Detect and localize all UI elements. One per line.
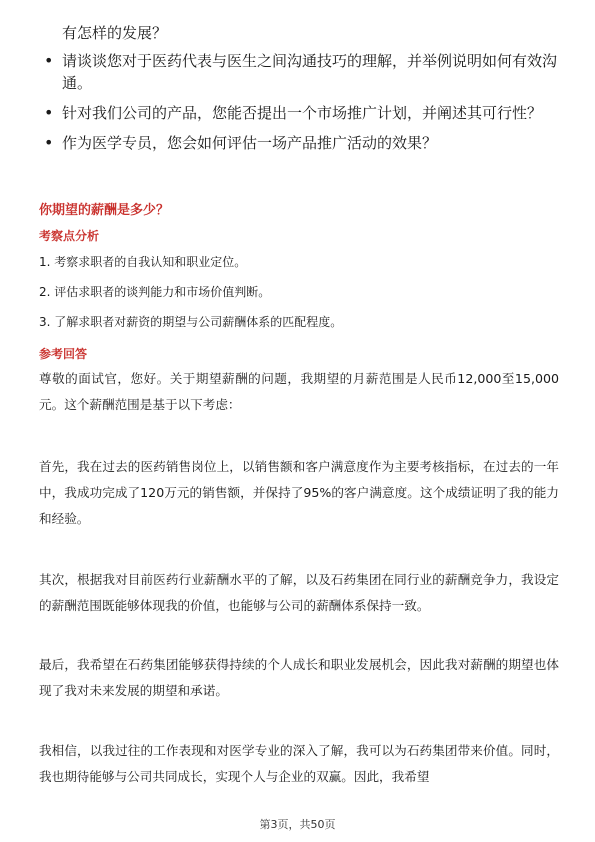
analysis-item: 2. 评估求职者的谈判能力和市场价值判断。: [39, 285, 271, 299]
continuation-line: 有怎样的发展？: [62, 24, 168, 42]
question-list: [42, 50, 562, 162]
list-item: • 请谈谈您对于医药代表与医生之间沟通技巧的理解，并举例说明如何有效沟通。: [42, 50, 562, 94]
answer-paragraph: 尊敬的面试官，您好。关于期望薪酬的问题，我期望的月薪范围是人民币12,000至15,000元。这个薪酬范围是基于以下考虑：: [39, 371, 559, 412]
answer-paragraph: 我相信，以我过往的工作表现和对医学专业的深入了解，我可以为石药集团带来价值。同时，我也期待能够与公司共同成长，实现个人与企业的双赢。因此，我希望: [39, 743, 559, 784]
answer-heading: 参考回答: [39, 347, 88, 361]
list-item: • 作为医学专员，您会如何评估一场产品推广活动的效果？: [42, 132, 562, 154]
page-footer: 第3页，共50页: [259, 818, 336, 831]
answer-paragraph: 最后，我希望在石药集团能够获得持续的个人成长和职业发展机会，因此我对薪酬的期望也体现了我对未来发展的期望和承诺。: [39, 657, 559, 698]
answer-paragraph: 其次，根据我对目前医药行业薪酬水平的了解，以及石药集团在同行业的薪酬竞争力，我设定的薪酬范围既能够体现我的价值，也能够与公司的薪酬体系保持一致。: [39, 572, 559, 613]
answer-paragraph: 首先，我在过去的医药销售岗位上，以销售额和客户满意度作为主要考核指标，在过去的一年中，我成功完成了120万元的销售额，并保持了95%的客户满意度。这个成绩证明了我的能力和经验。: [39, 459, 559, 526]
analysis-item: 3. 了解求职者对薪资的期望与公司薪酬体系的匹配程度。: [39, 315, 343, 329]
list-item: • 针对我们公司的产品，您能否提出一个市场推广计划，并阐述其可行性？: [42, 102, 562, 124]
analysis-heading: 考察点分析: [39, 229, 100, 243]
analysis-item: 1. 考察求职者的自我认知和职业定位。: [39, 255, 247, 269]
section-title: 你期望的薪酬是多少？: [39, 203, 170, 218]
